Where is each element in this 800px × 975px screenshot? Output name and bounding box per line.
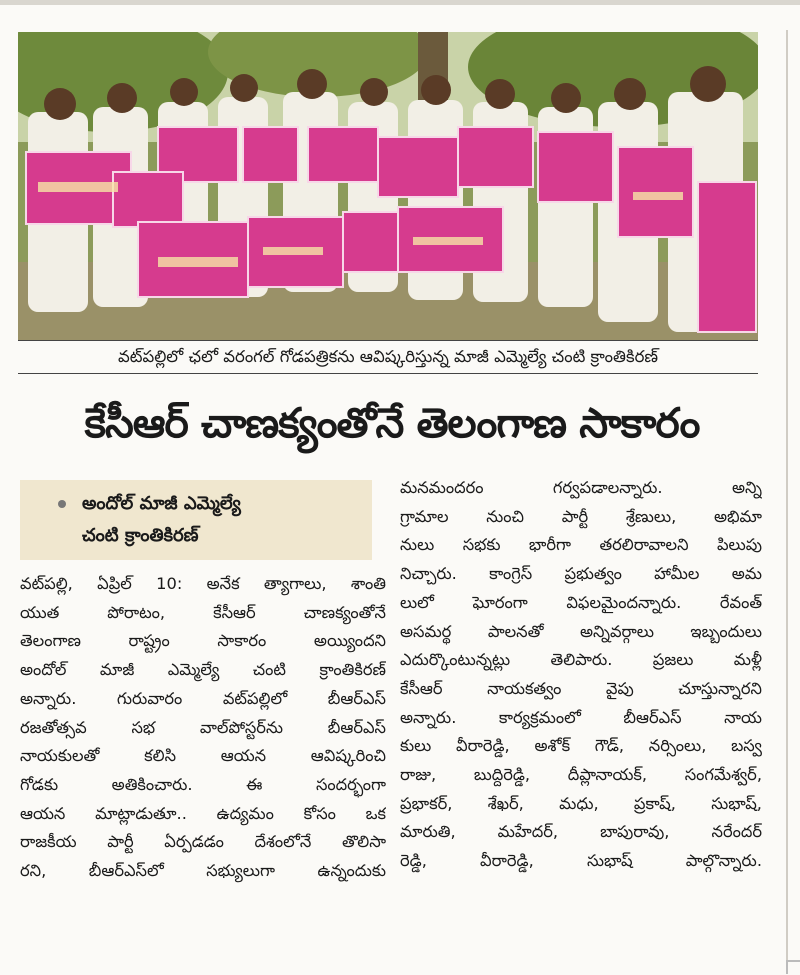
- photo-caption: వట్‌పల్లిలో ఛలో వరంగల్ గోడపత్రికను ఆవిష్కరిస్తున్న మాజీ ఎమ్మెల్యే చంటి క్రాంతికిరణ్: [18, 340, 758, 374]
- article-column-2: [400, 474, 762, 876]
- article-column-1: [20, 570, 386, 886]
- text-line: నాయకులతో కలిసి ఆయన ఆవిష్కరించి: [20, 746, 386, 766]
- text-line: రని, బీఆర్ఎస్‌లో సభ్యులుగా ఉన్నందుకు: [20, 861, 386, 881]
- crop-mark: [786, 960, 800, 974]
- byline-line-2: చంటి క్రాంతికిరణ్: [82, 525, 199, 546]
- text-line: అసమర్థ పాలనతో అన్నివర్గాలు ఇబ్బందులు: [400, 621, 762, 641]
- text-line: కేసీఆర్ నాయకత్వం వైపు చూస్తున్నారని: [400, 678, 762, 698]
- text-line: తెలంగాణ రాష్ట్రం సాకారం అయ్యిందని: [20, 631, 386, 651]
- column-rule: [786, 30, 788, 965]
- text-line: రజతోత్సవ సభ వాల్‌పోస్టర్‌ను బీఆర్ఎస్: [20, 717, 386, 737]
- headline: కేసీఆర్ చాణక్యంతోనే తెలంగాణ సాకారం: [84, 399, 700, 447]
- byline-line-1: అందోల్ మాజీ ఎమ్మెల్యే: [82, 493, 241, 514]
- text-line: అన్నారు. కార్యక్రమంలో బీఆర్ఎస్ నాయ: [400, 707, 762, 727]
- text-line: వట్‌పల్లి, ఏప్రిల్ 10: అనేక త్యాగాలు, శాంతి: [20, 574, 386, 593]
- text-line: రెడ్డి, వీరారెడ్డి, సుభాష్ పాల్గొన్నారు.: [400, 851, 762, 871]
- top-rule: [0, 0, 800, 5]
- text-line: గోడకు అతికించారు. ఈ సందర్భంగా: [20, 774, 386, 794]
- text-line: ప్రభాకర్, శేఖర్, మధు, ప్రకాష్, సుభాష్,: [400, 793, 762, 813]
- text-line: లులో ఘోరంగా విఫలమైందన్నారు. రేవంత్: [400, 592, 762, 612]
- text-line: నులు సభకు భారీగా తరలిరావాలని పిలుపు: [400, 535, 762, 555]
- text-line: మారుతి, మహేదర్, బాపురావు, నరేందర్: [400, 822, 762, 842]
- text-line: రాజకీయ పార్టీ ఏర్పడడం దేశంలోనే తొలిసా: [20, 832, 386, 852]
- text-line: యుత పోరాటం, కేసీఆర్ చాణక్యంతోనే: [20, 602, 386, 622]
- photo-illustration: [18, 32, 758, 340]
- text-line: రాజు, బుద్దిరెడ్డి, దీప్లానాయక్, సంగమేశ్వర్,: [400, 765, 762, 785]
- text-line: కులు వీరారెడ్డి, అశోక్ గౌడ్, నర్సింలు, బస్వ: [400, 736, 762, 756]
- text-line: ఎదుర్కొంటున్నట్లు తెలిపారు. ప్రజలు మళ్లీ: [400, 650, 762, 670]
- text-line: అందోల్ మాజీ ఎమ్మెల్యే చంటి క్రాంతికిరణ్: [20, 660, 386, 680]
- text-line: అన్నారు. గురువారం వట్‌పల్లిలో బీఆర్ఎస్: [20, 688, 386, 708]
- byline-box: [20, 480, 372, 560]
- bullet-icon: [58, 500, 66, 508]
- news-photo: [18, 32, 758, 340]
- text-line: నిచ్చారు. కాంగ్రెస్ ప్రభుత్వం హామీల అమ: [400, 564, 762, 584]
- text-line: ఆయన మాట్లాడుతూ.. ఉద్యమం కోసం ఒక: [20, 803, 386, 823]
- text-line: గ్రామాల నుంచి పార్టీ శ్రేణులు, అభిమా: [400, 506, 762, 526]
- text-line: మనమందరం గర్వపడాలన్నారు. అన్ని: [400, 478, 762, 497]
